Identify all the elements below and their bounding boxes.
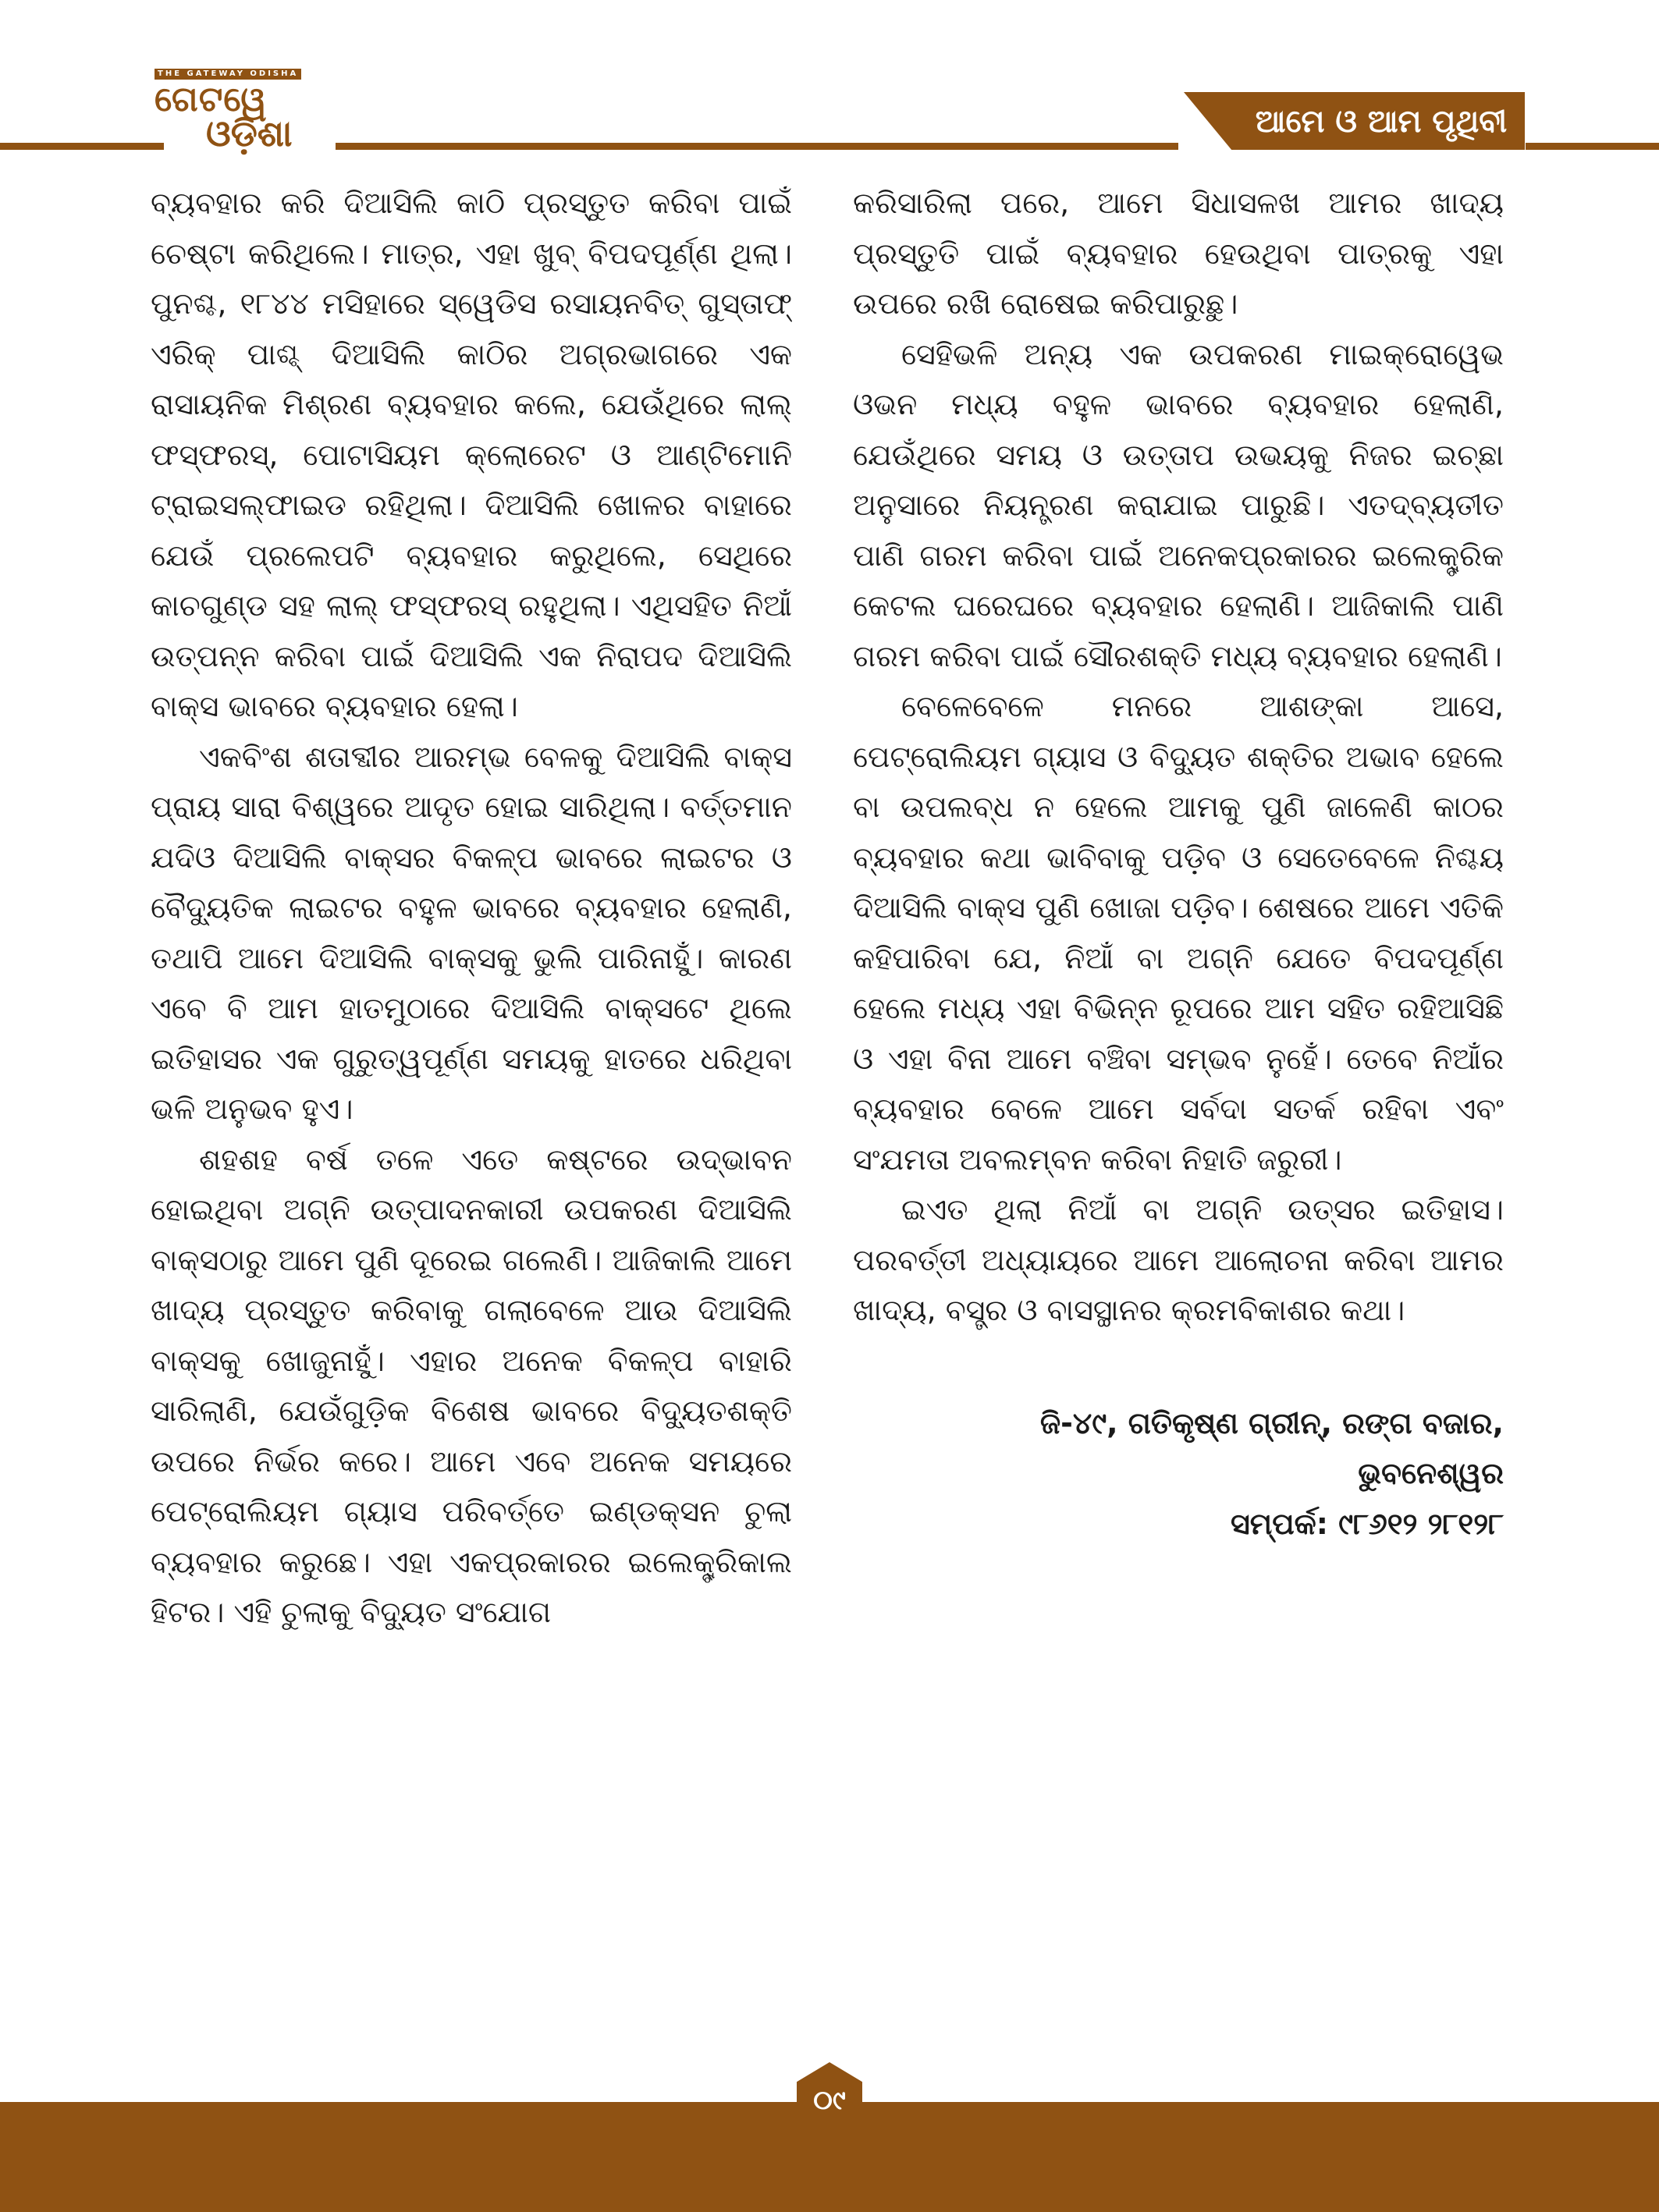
paragraph: ବ୍ୟବହାର କରି ଦିଆସିଲି କାଠି ପ୍ରସ୍ତୁତ କରିବା ପାଇଁ ଚେଷ୍ଟା କରିଥିଲେ। ମାତ୍ର, ଏହା ଖୁବ୍ ବିପଦପୂର୍ଣ୍ଣ ଥିଲା। ପୁନଶ୍ଚ, ୧୮୪୪ ମସିହାରେ ସ୍ୱେଡିସ ରସାୟନବିତ୍ ଗୁସ୍ତାଫ୍ ଏରିକ୍ ପାଶ୍ଚ୍ ଦିଆସିଲି କାଠିର ଅଗ୍ରଭାଗରେ ଏକ ରାସାୟନିକ ମିଶ୍ରଣ ବ୍ୟବହାର କଲେ, ଯେଉଁଥିରେ ଲାଲ୍ ଫସ୍ଫରସ୍, ପୋଟାସିୟମ କ୍ଲୋରେଟ ଓ ଆଣ୍ଟିମୋନି ଟ୍ରାଇସଲ୍ଫାଇଡ ରହିଥିଲା। ଦିଆସିଲି ଖୋଳର ବାହାରେ ଯେଉଁ ପ୍ରଲେପଟି ବ୍ୟବହାର କରୁଥିଲେ, ସେଥିରେ କାଚଗୁଣ୍ଡ ସହ ଲାଲ୍ ଫସ୍ଫରସ୍ ରହୁଥିଲା। ଏଥିସହିତ ନିଆଁ ଉତ୍ପନ୍ନ କରିବା ପାଇଁ ଦିଆସିଲି ଏକ ନିରାପଦ ଦିଆସିଲି ବାକ୍ସ ଭାବରେ ବ୍ୟବହାର ହେଲା।: [151, 186, 792, 723]
logo-tagline: THE GATEWAY ODISHA: [155, 69, 301, 80]
logo-title-line2: ଓଡ଼ିଶା: [206, 112, 293, 154]
paragraph: ଇଏତ ଥିଲା ନିଆଁ ବା ଅଗ୍ନି ଉତ୍ସର ଇତିହାସ। ପରବର୍ତ୍ତୀ ଅଧ୍ୟାୟରେ ଆମେ ଆଲୋଚନା କରିବା ଆମର ଖାଦ୍ୟ, ବସ୍ତ୍ର ଓ ବାସସ୍ଥାନର କ୍ରମବିକାଶର କଥା।: [853, 1192, 1504, 1327]
header-rule-right: [1526, 143, 1659, 150]
paragraph: ସେହିଭଳି ଅନ୍ୟ ଏକ ଉପକରଣ ମାଇକ୍ରୋୱେଭ ଓଭନ ମଧ୍ୟ ବହୁଳ ଭାବରେ ବ୍ୟବହାର ହେଲାଣି, ଯେଉଁଥିରେ ସମୟ ଓ ଉତ୍ତାପ ଉଭୟକୁ ନିଜର ଇଚ୍ଛା ଅନୁସାରେ ନିୟନ୍ତ୍ରଣ କରାଯାଇ ପାରୁଛି। ଏତଦ୍ବ୍ୟତୀତ ପାଣି ଗରମ କରିବା ପାଇଁ ଅନେକପ୍ରକାରର ଇଲେକ୍ଟ୍ରିକ କେଟଲ ଘରେଘରେ ବ୍ୟବହାର ହେଲାଣି। ଆଜିକାଲି ପାଣି ଗରମ କରିବା ପାଇଁ ସୌରଶକ୍ତି ମଧ୍ୟ ବ୍ୟବହାର ହେଲାଣି।: [853, 336, 1504, 673]
page-number: ୦୯: [813, 2085, 846, 2116]
paragraph: ଏକବିଂଶ ଶତାବ୍ଦୀର ଆରମ୍ଭ ବେଳକୁ ଦିଆସିଲି ବାକ୍ସ ପ୍ରାୟ ସାରା ବିଶ୍ୱରେ ଆଦୃତ ହୋଇ ସାରିଥିଲା। ବର୍ତ୍ତମାନ ଯଦିଓ ଦିଆସିଲି ବାକ୍ସର ବିକଳ୍ପ ଭାବରେ ଲାଇଟର ଓ ବୈଦ୍ୟୁତିକ ଲାଇଟର ବହୁଳ ଭାବରେ ବ୍ୟବହାର ହେଲାଣି, ତଥାପି ଆମେ ଦିଆସିଲି ବାକ୍ସକୁ ଭୁଲି ପାରିନାହୁଁ। କାରଣ ଏବେ ବି ଆମ ହାତମୁଠାରେ ଦିଆସିଲି ବାକ୍ସଟେ ଥିଲେ ଇତିହାସର ଏକ ଗୁରୁତ୍ୱପୂର୍ଣ୍ଣ ସମୟକୁ ହାତରେ ଧରିଥିବା ଭଳି ଅନୁଭବ ହୁଏ।: [151, 739, 792, 1126]
author-address-line1: ଜି-୪୯, ଗତିକୃଷ୍ଣ ଗ୍ରୀନ୍, ରଙ୍ଗ ବଜାର,: [1039, 1405, 1504, 1440]
article-column-right: [853, 178, 1504, 1549]
paragraph: ବେଳେବେଳେ ମନରେ ଆଶଙ୍କା ଆସେ, ପେଟ୍ରୋଲିୟମ ଗ୍ୟାସ ଓ ବିଦ୍ୟୁତ ଶକ୍ତିର ଅଭାବ ହେଲେ ବା ଉପଲବ୍ଧ ନ ହେଲେ ଆମକୁ ପୁଣି ଜାଳେଣି କାଠର ବ୍ୟବହାର କଥା ଭାବିବାକୁ ପଡ଼ିବ ଓ ସେତେବେଳେ ନିଶ୍ଚୟ ଦିଆସିଲି ବାକ୍ସ ପୁଣି ଖୋଜା ପଡ଼ିବ। ଶେଷରେ ଆମେ ଏତିକି କହିପାରିବା ଯେ, ନିଆଁ ବା ଅଗ୍ନି ଯେତେ ବିପଦପୂର୍ଣ୍ଣ ହେଲେ ମଧ୍ୟ ଏହା ବିଭିନ୍ନ ରୂପରେ ଆମ ସହିତ ରହିଆସିଛି ଓ ଏହା ବିନା ଆମେ ବଞ୍ଚିବା ସମ୍ଭବ ନୁହେଁ। ତେବେ ନିଆଁର ବ୍ୟବହାର ବେଳେ ଆମେ ସର୍ବଦା ସତର୍କ ରହିବା ଏବଂ ସଂଯମତା ଅବଲମ୍ବନ କରିବା ନିହାତି ଜରୁରୀ।: [853, 689, 1504, 1177]
author-contact: ସମ୍ପର୍କ: ୯୮୬୧୨ ୨୮୧୨୮: [1231, 1506, 1504, 1541]
author-address-line2: ଭୁବନେଶ୍ୱର: [1358, 1456, 1504, 1490]
logo-title-line1: ଗେଟୱେ: [155, 80, 268, 119]
header-rule-left: [0, 143, 164, 150]
paragraph: କରିସାରିଲା ପରେ, ଆମେ ସିଧାସଳଖ ଆମର ଖାଦ୍ୟ ପ୍ରସ୍ତୁତି ପାଇଁ ବ୍ୟବହାର ହେଉଥିବା ପାତ୍ରକୁ ଏହା ଉପରେ ରଖି ରୋଷେଇ କରିପାରୁଛୁ।: [853, 186, 1504, 321]
publication-logo: [155, 69, 342, 154]
header-rule-middle: [336, 143, 1178, 150]
author-signature-block: [853, 1398, 1504, 1550]
article-column-left: [151, 178, 792, 1638]
paragraph: ଶହଶହ ବର୍ଷ ତଳେ ଏତେ କଷ୍ଟରେ ଉଦ୍ଭାବନ ହୋଇଥିବା ଅଗ୍ନି ଉତ୍ପାଦନକାରୀ ଉପକରଣ ଦିଆସିଲି ବାକ୍ସଠାରୁ ଆମେ ପୁଣି ଦୂରେଇ ଗଲେଣି। ଆଜିକାଲି ଆମେ ଖାଦ୍ୟ ପ୍ରସ୍ତୁତ କରିବାକୁ ଗଲାବେଳେ ଆଉ ଦିଆସିଲି ବାକ୍ସକୁ ଖୋଜୁନାହୁଁ। ଏହାର ଅନେକ ବିକଳ୍ପ ବାହାରି ସାରିଲାଣି, ଯେଉଁଗୁଡ଼ିକ ବିଶେଷ ଭାବରେ ବିଦ୍ୟୁତଶକ୍ତି ଉପରେ ନିର୍ଭର କରେ। ଆମେ ଏବେ ଅନେକ ସମୟରେ ପେଟ୍ରୋଲିୟମ ଗ୍ୟାସ ପରିବର୍ତ୍ତେ ଇଣ୍ଡକ୍ସନ ଚୁଲା ବ୍ୟବହାର କରୁଛେ। ଏହା ଏକପ୍ରକାରର ଇଲେକ୍ଟ୍ରିକାଲ ହିଟର। ଏହି ଚୁଲାକୁ ବିଦ୍ୟୁତ ସଂଯୋଗ: [151, 1142, 792, 1629]
section-title: ଆମେ ଓ ଆମ ପୃଥିବୀ: [1255, 104, 1508, 140]
